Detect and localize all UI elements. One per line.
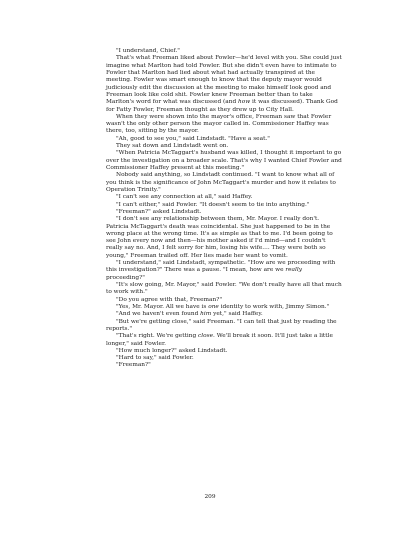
paragraph: "And we haven't even found him yet," said Haffey.	[116, 311, 263, 318]
paragraph: "I understand, Chief."	[116, 48, 180, 54]
paragraph: When they were shown into the mayor's office, Freeman saw that Fowler wasn't the only other person the mayor called in. Commissioner Haffey was there, too, sitting by the mayor.	[106, 113, 332, 135]
paragraph: "That's right. We're getting close. We'll break it soon. It'll just take a little longer," said Fowler.	[106, 333, 333, 347]
paragraph: "How much longer?" asked Lindstadt.	[116, 347, 228, 354]
paragraph: They sat down and Lindstadt went on.	[116, 143, 229, 150]
paragraph: "I don't see any relationship between them, Mr. Mayor. I really don't. Patricia McTaggart's death was coincidental. She just happened to be in the wrong place at the wrong time. It's as simple as that to me. I'd been going to see John every now and then—his mother asked if I'd mind—and I couldn't really say no. And, I felt sorry for him, losing his wife.... They were both so young," Freeman trailed off. Her lies made her want to vomit.	[106, 216, 333, 259]
paragraph: "Freeman?"	[116, 362, 151, 369]
paragraph: "Yes, Mr. Mayor. All we have is one identity to work with, Jimmy Simon."	[116, 303, 330, 310]
paragraph: "I can't see any connection at all," said Haffey.	[116, 194, 253, 201]
paragraph: That's what Freeman liked about Fowler—he'd level with you. She could just imagine what Marlton had told Fowler. But she didn't even have to intimate to Fowler that Marlton had lied about what had actually transpired at the meeting. Fowler was smart enough to know that the deputy mayor would judiciously edit the discussion at the meeting to make himself look good and Freeman look like cold shit. Fowler knew Freeman better than to take Marlton's word for what was discussed (and how it was discussed). Thank God for Fatty Fowler, Freeman thought as they drew up to City Hall.	[106, 55, 342, 113]
page-number: 209	[204, 494, 216, 500]
body-text	[106, 48, 342, 370]
emphasis: close	[198, 333, 214, 340]
paragraph: "I can't either," said Fowler. "It doesn't seem to tie into anything."	[116, 201, 310, 208]
paragraph: "Ah, good to see you," said Lindstadt. "Have a seat."	[116, 135, 270, 142]
paragraph: "I understand," said Lindstadt, sympathetic. "How are we proceeding with this investigation?" There was a pause. "I mean, how are we really proceeding?"	[106, 260, 336, 281]
paragraph: "Do you agree with that, Freeman?"	[116, 296, 222, 303]
paragraph: "Freeman?" asked Lindstadt.	[116, 208, 202, 215]
emphasis: how	[238, 99, 251, 106]
emphasis: really	[285, 267, 302, 274]
paragraph: "It's slow going, Mr. Mayor," said Fowler. "We don't really have all that much to work with."	[106, 282, 342, 296]
emphasis: him	[200, 311, 212, 318]
emphasis: one	[208, 303, 219, 310]
paragraph: "But we're getting close," said Freeman. "I can tell that just by reading the reports."	[106, 318, 337, 332]
paragraph: "When Patricia McTaggart's husband was killed, I thought it important to go over the investigation on a broader scale. That's why I wanted Chief Fowler and Commissioner Haffey present at this meeting."	[106, 150, 342, 171]
paragraph: "Hard to say," said Fowler.	[116, 355, 194, 362]
paragraph: Nobody said anything, so Lindstadt continued. "I want to know what all of you think is the significance of John McTaggart's murder and how it relates to Operation Trinity."	[106, 172, 336, 193]
